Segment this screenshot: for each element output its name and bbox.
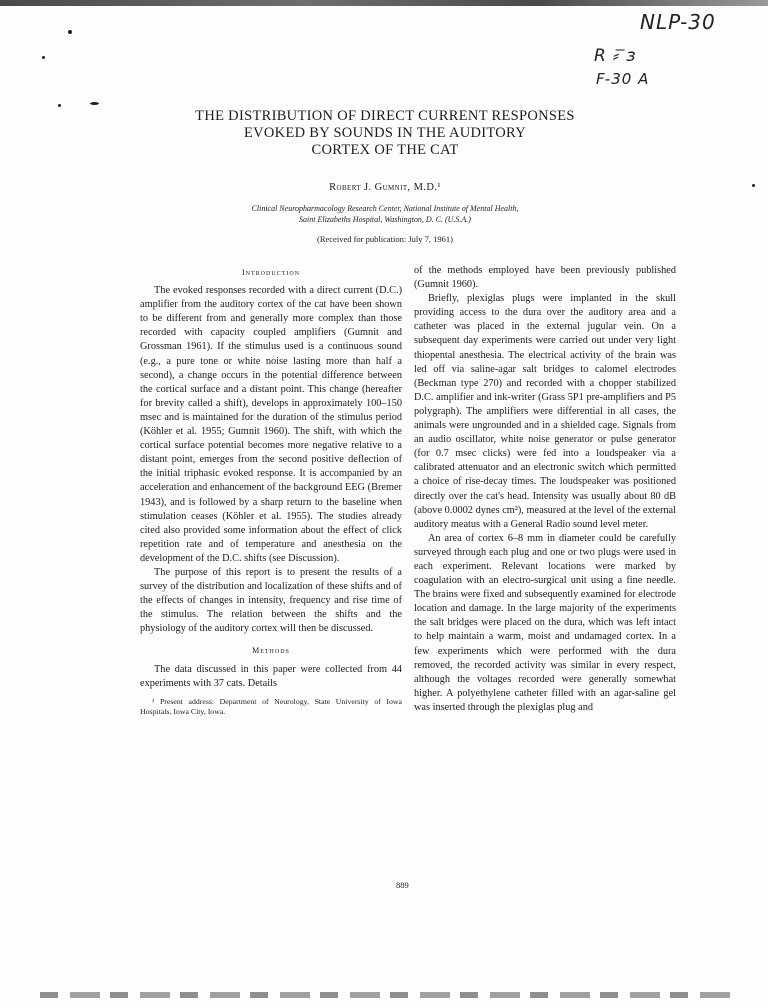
section-heading-introduction: Introduction [242,268,300,277]
scan-speck [752,184,755,187]
handwritten-label: NLP-30 [640,10,716,34]
right-column [414,264,676,715]
scan-speck [42,56,45,59]
page-number: 889 [396,880,409,890]
paragraph: Briefly, plexiglas plugs were implanted in the skull providing access to the dura over the auditory area and a catheter was placed in the external jugular vein. On a subsequent day experiments were carried out under very light thiopental anesthesia. The electrical activity of the brain was led off via saline-agar salt bridges to calomel electrodes (Beckman type 270) and recorded with a chopper stabilized D.C. amplifier and ink-writer (Grass 5P1 pre-amplifiers and P5 polygraph). The amplifiers were differential in all cases, the animals were ungrounded and in a shielded cage. Signals from an audio oscillator, white noise generator or pulse generator (for 0.7 msec clicks) were fed into a loudspeaker via a calibrated attenuator and an electronic switch which permitted a choice of rise-decay times. The loudspeaker was positioned directly over the cat's head. Intensity was usually about 80 dB (above 0.0002 dynes cm²), measured at the level of the external auditory meatus with a General Radio sound level meter. [414,293,676,530]
scan-edge-bottom [40,992,730,998]
article-author: Robert J. Gumnit, M.D.¹ [329,182,441,193]
scan-speck [90,102,99,105]
paragraph: The evoked responses recorded with a direct current (D.C.) amplifier from the auditory cortex of the cat have been shown to be different from and generally more complex than those recorded with capacity coupled amplifiers (Gumnit and Grossman 1961). If the stimulus used is a continuous sound (e.g., a pure tone or white noise lasting more than half a second), a change occurs in the potential difference between the cortical surface and a distant point. This change (hereafter for brevity called a shift), develops in approximately 100–150 msec and is maintained for the duration of the stimulus period (Köhler et al. 1955; Gumnit 1960). The shift, with which the cortical surface potential becomes more negative relative to a distant point, emerges from the second positive deflection of the initial triphasic evoked response. It is accompanied by an acceleration and enhancement of the background EEG (Bremer 1943), and is followed by a sharp return to the baseline when stimulation ceases (Köhler et al. 1955). The studies already cited also provided some information about the effect of click repetition rate and of temperature and anesthesia on the development of the D.C. shifts (see Discussion). [140,285,402,564]
handwritten-mark: R ⸗͞ ɜ [594,46,637,66]
article-title: THE DISTRIBUTION OF DIRECT CURRENT RESPONSES EVOKED BY SOUNDS IN THE AUDITORY CORTEX OF THE CAT [195,108,575,158]
handwritten-code: F-30 A [596,70,650,88]
received-date: (Received for publication: July 7, 1961) [317,234,453,244]
footnote: ¹ Present address: Department of Neurology, State University of Iowa Hospitals, Iowa City, Iowa. [140,696,402,716]
paragraph: An area of cortex 6–8 mm in diameter could be carefully surveyed through each plug and one or two plugs were used in each experiment. Relevant locations were marked by coagulation with an electro-surgical unit using a fine needle. The brains were fixed and subsequently examined for electrode location and damage. In the large majority of the experiments the salt bridges were placed on the dura, which was left intact to help maintain a warm, moist and undamaged cortex. In a few experiments which were performed with the dura removed, the recorded activity was similar in every respect, although the voltages recorded were generally somewhat higher. A polyethylene catheter filled with an agar-saline gel was inserted through the plexiglas plug and [414,532,676,713]
scan-speck [68,30,72,34]
paragraph: The data discussed in this paper were collected from 44 experiments with 37 cats. Details [140,663,402,689]
scan-speck [58,104,61,107]
paragraph: The purpose of this report is to present the results of a survey of the distribution and localization of these shifts and of the effects of changes in intensity, frequency and rise time of the stimulus. The relation between the shifts and the physiology of the auditory cortex will then be discussed. [140,566,402,635]
left-column [140,264,402,717]
scan-edge-top [0,0,768,6]
paragraph: of the methods employed have been previously published (Gumnit 1960). [414,265,676,291]
section-heading-methods: Methods [252,646,290,656]
author-affiliation: Clinical Neuropharmacology Research Center, National Institute of Mental Health, Saint Elizabeths Hospital, Washington, D. C. (U.S.A.) [251,204,519,224]
